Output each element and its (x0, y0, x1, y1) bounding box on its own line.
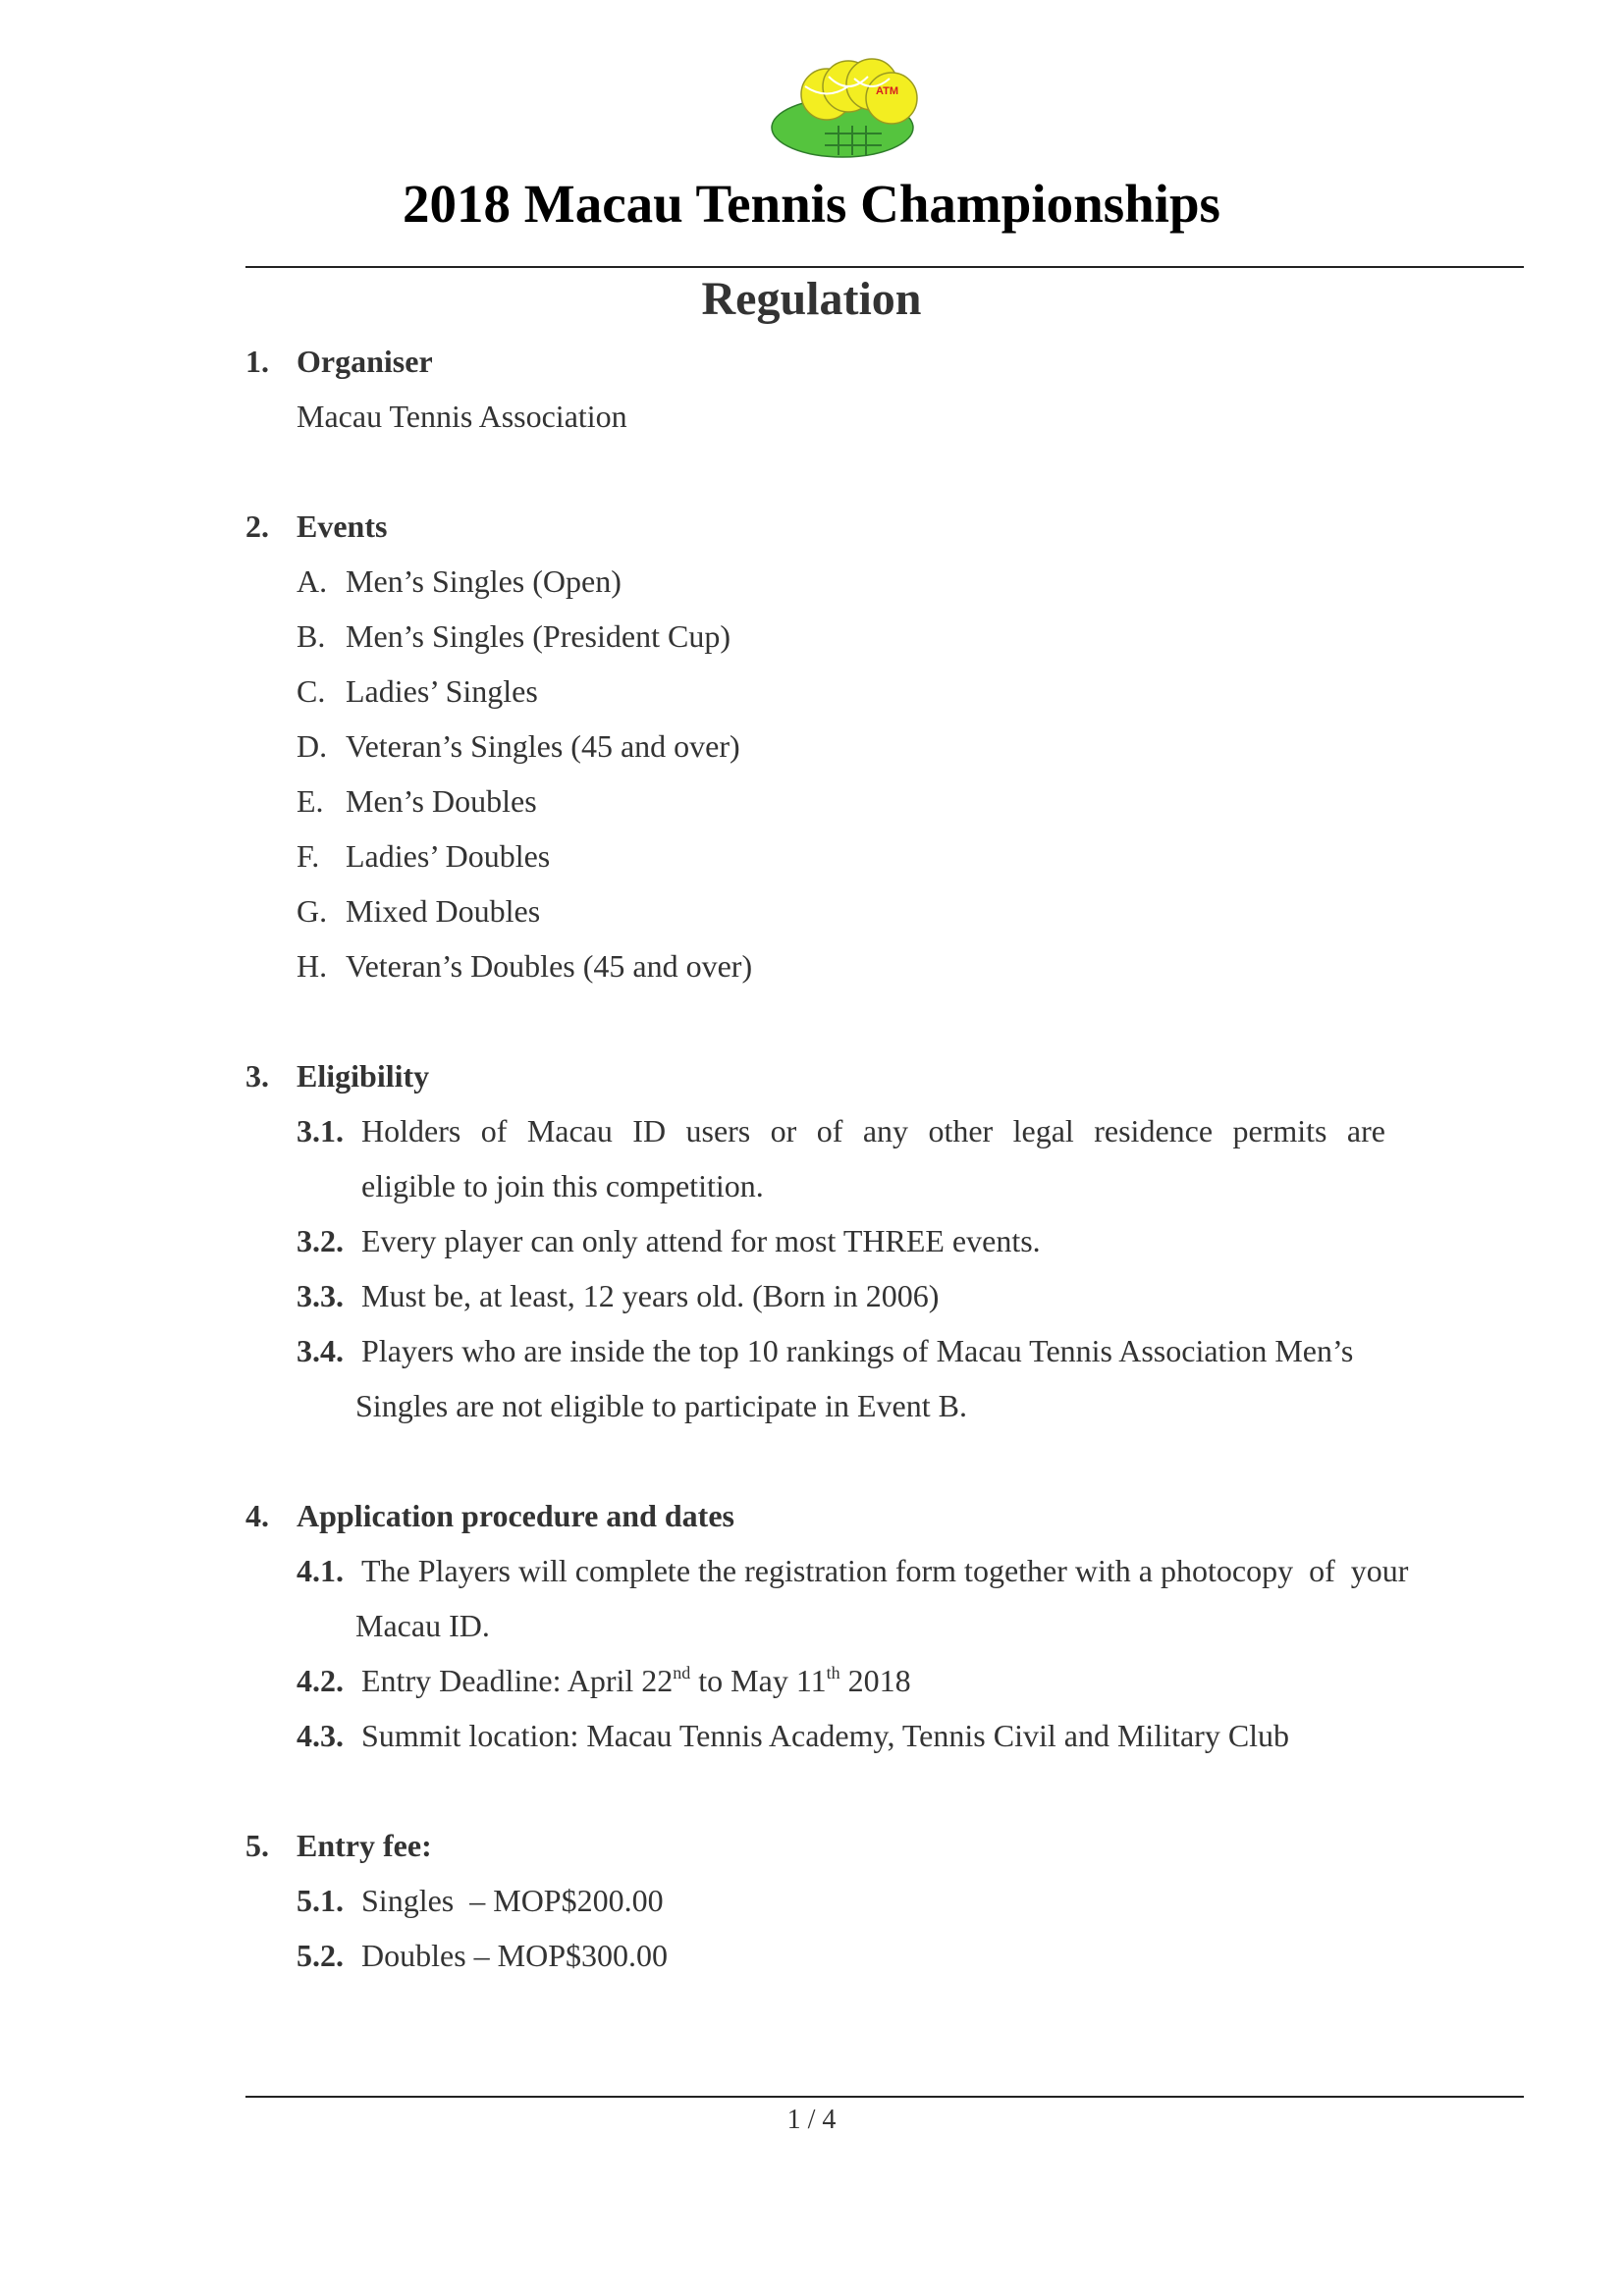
section-heading (245, 334, 1522, 389)
item-text: Men’s Singles (President Cup) (346, 618, 730, 654)
word: other (928, 1113, 994, 1148)
list-item (245, 1928, 1522, 1983)
section-heading (245, 1818, 1522, 1873)
document-subtitle: Regulation (701, 273, 922, 325)
item-letter: A. (297, 563, 328, 599)
list-item (245, 1873, 1522, 1928)
deadline-start: Entry Deadline: April 22 (361, 1663, 674, 1698)
item-text: Summit location: Macau Tennis Academy, Tennis Civil and Military Club (361, 1718, 1290, 1753)
tennis-balls-logo (766, 57, 931, 163)
deadline-end: to May 11 (690, 1663, 827, 1698)
item-number: 4.2. (297, 1663, 344, 1698)
list-item (245, 554, 1522, 609)
item-text: Veteran’s Singles (45 and over) (346, 728, 740, 764)
item-number: 5.1. (297, 1883, 344, 1918)
word: residence (1094, 1113, 1214, 1148)
section-title: Organiser (297, 344, 433, 379)
item-number: 3.3. (297, 1278, 344, 1313)
item-text: Ladies’ Doubles (346, 838, 551, 874)
section-number: 1. (245, 344, 269, 379)
section-eligibility (245, 1048, 1522, 1433)
document-body (245, 334, 1522, 1983)
list-item (245, 664, 1522, 719)
section-heading (245, 499, 1522, 554)
section-events (245, 499, 1522, 993)
item-number: 3.2. (297, 1223, 344, 1258)
section-heading (245, 1488, 1522, 1543)
ordinal-suffix: th (826, 1663, 840, 1682)
section-application (245, 1488, 1522, 1763)
item-text (361, 1653, 911, 1708)
section-title: Application procedure and dates (297, 1498, 734, 1533)
section-title: Entry fee: (297, 1828, 432, 1863)
item-letter: F. (297, 838, 320, 874)
organiser-name: Macau Tennis Association (297, 399, 627, 434)
list-item (245, 1543, 1522, 1598)
word: legal (1012, 1113, 1074, 1148)
deadline-year: 2018 (839, 1663, 911, 1698)
item-number: 3.4. (297, 1333, 344, 1368)
list-item (245, 1653, 1522, 1708)
list-item (245, 1103, 1522, 1158)
page-number: 1 / 4 (786, 2105, 837, 2135)
item-letter: B. (297, 618, 326, 654)
section-organiser (245, 334, 1522, 444)
item-text: The Players will complete the registration form together with a photocopy of your (361, 1553, 1409, 1588)
list-item (245, 938, 1522, 993)
word: Macau (526, 1113, 613, 1148)
word: any (862, 1113, 909, 1148)
section-number: 5. (245, 1828, 269, 1863)
section-entry-fee (245, 1818, 1522, 1983)
word: ID (632, 1113, 667, 1148)
logo-text: ATM (876, 85, 899, 97)
item-text: Veteran’s Doubles (45 and over) (346, 948, 753, 984)
document-title: 2018 Macau Tennis Championships (403, 174, 1220, 234)
list-item (245, 774, 1522, 828)
list-item (245, 828, 1522, 883)
list-item (245, 883, 1522, 938)
list-item (245, 1268, 1522, 1323)
item-letter: E. (297, 783, 324, 819)
item-number: 5.2. (297, 1938, 344, 1973)
item-text: Players who are inside the top 10 rankings of Macau Tennis Association Men’s (361, 1333, 1354, 1368)
item-text: Men’s Singles (Open) (346, 563, 622, 599)
item-text-continued: Macau ID. (355, 1608, 490, 1643)
word: users (685, 1113, 751, 1148)
list-item (245, 609, 1522, 664)
section-heading (245, 1048, 1522, 1103)
item-text: Men’s Doubles (346, 783, 537, 819)
item-number: 4.1. (297, 1553, 344, 1588)
item-text: Singles – MOP$200.00 (361, 1883, 664, 1918)
word: of (480, 1113, 508, 1148)
section-number: 4. (245, 1498, 269, 1533)
item-text (361, 1103, 1385, 1158)
section-title: Eligibility (297, 1058, 430, 1094)
item-text: Ladies’ Singles (346, 673, 538, 709)
word: of (816, 1113, 843, 1148)
item-letter: H. (297, 948, 328, 984)
word: Holders (361, 1113, 461, 1148)
item-letter: G. (297, 893, 328, 929)
item-text-continued: eligible to join this competition. (361, 1168, 764, 1203)
item-text: Must be, at least, 12 years old. (Born in 2006) (361, 1278, 940, 1313)
item-text: Doubles – MOP$300.00 (361, 1938, 669, 1973)
section-number: 3. (245, 1058, 269, 1094)
item-text: Every player can only attend for most THREE events. (361, 1223, 1041, 1258)
word: are (1346, 1113, 1385, 1148)
list-item (245, 1213, 1522, 1268)
list-item (245, 1323, 1522, 1378)
word: or (770, 1113, 797, 1148)
footer-divider (245, 2096, 1524, 2098)
item-letter: D. (297, 728, 328, 764)
header-divider (245, 266, 1524, 268)
item-number: 3.1. (297, 1113, 344, 1148)
item-letter: C. (297, 673, 326, 709)
item-number: 4.3. (297, 1718, 344, 1753)
section-number: 2. (245, 508, 269, 544)
ordinal-suffix: nd (673, 1663, 691, 1682)
item-text-continued: Singles are not eligible to participate in Event B. (355, 1388, 967, 1423)
item-text: Mixed Doubles (346, 893, 541, 929)
list-item (245, 1708, 1522, 1763)
word: permits (1232, 1113, 1327, 1148)
section-title: Events (297, 508, 388, 544)
list-item (245, 719, 1522, 774)
